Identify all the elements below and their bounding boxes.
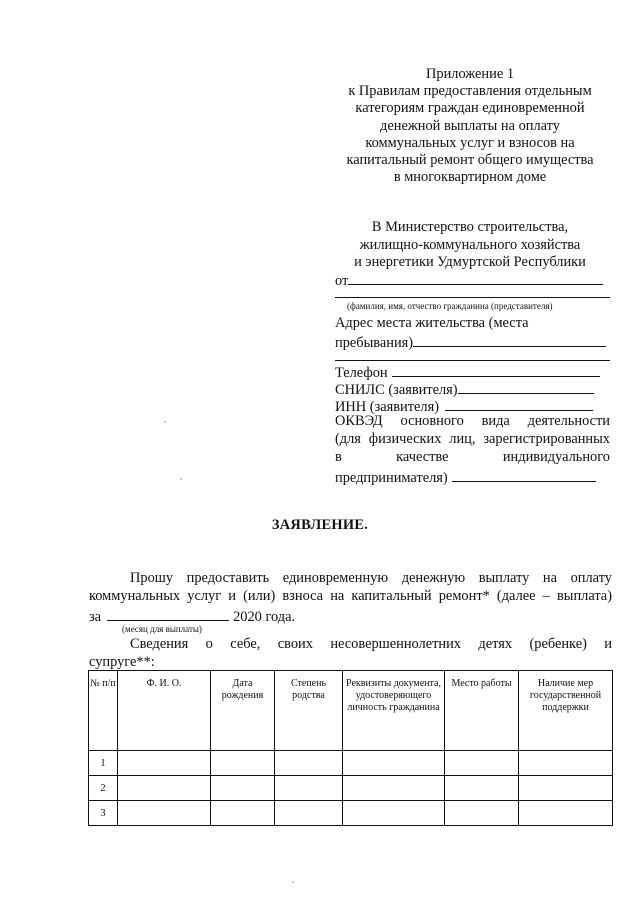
phone-input-line[interactable] — [392, 362, 600, 377]
address-input-line[interactable] — [413, 332, 606, 347]
header-workplace: Место работы — [445, 671, 519, 751]
period-suffix: 2020 года. — [233, 609, 296, 625]
appendix-line: категориям граждан единовременной — [355, 100, 585, 117]
okved-line-2: (для физических лиц, зарегистрированных — [335, 431, 610, 447]
period-input-line[interactable] — [107, 606, 229, 621]
scan-speck — [164, 421, 166, 423]
table-cell[interactable] — [519, 776, 613, 801]
appendix-line: капитальный ремонт общего имущества — [346, 152, 594, 169]
table-cell[interactable] — [343, 801, 445, 826]
table-row — [89, 801, 613, 826]
appendix-line: к Правилам предоставления отдельным — [348, 83, 592, 100]
info-line-2: супруге**: — [89, 654, 155, 670]
table-row — [89, 751, 613, 776]
from-input-line[interactable] — [348, 270, 603, 285]
table-cell[interactable] — [275, 801, 343, 826]
family-info-table — [88, 670, 613, 826]
appendix-title: Приложение 1 — [425, 66, 515, 82]
appendix-line: денежной выплаты на оплату — [380, 117, 560, 134]
okved-line-1: ОКВЭД основного вида деятельности — [335, 413, 610, 429]
okved-input-line[interactable] — [452, 467, 596, 482]
table-cell[interactable] — [118, 801, 211, 826]
addressee-ministry — [330, 219, 610, 272]
snils-label: СНИЛС (заявителя) — [335, 382, 458, 398]
header-id-document: Реквизиты документа, удостоверяющего личность гражданина — [343, 671, 445, 751]
from-label: от — [335, 273, 349, 289]
table-cell[interactable] — [445, 801, 519, 826]
address-label: Адрес места жительства (места — [335, 315, 529, 331]
request-line-2: коммунальных услуг и (или) взноса на капитальный ремонт* (далее – выплата) — [89, 588, 612, 604]
period-caption: (месяц для выплаты) — [122, 624, 202, 634]
table-cell[interactable] — [211, 751, 275, 776]
name-caption: (фамилия, имя, отчество гражданина (представителя) — [347, 301, 553, 311]
from-row — [335, 270, 603, 290]
appendix-line: коммунальных услуг и взносов на — [365, 134, 575, 151]
info-line-1: Сведения о себе, своих несовершеннолетних детях (ребенке) и — [130, 636, 612, 652]
table-header-row — [89, 671, 613, 751]
inn-input-line[interactable] — [445, 396, 593, 411]
table-cell[interactable] — [519, 801, 613, 826]
header-birth-date: Дата рождения — [211, 671, 275, 751]
row-number: 1 — [89, 751, 118, 776]
table-cell[interactable] — [118, 776, 211, 801]
name-line[interactable] — [335, 297, 610, 298]
table-cell[interactable] — [211, 801, 275, 826]
okved-last-label: предпринимателя) — [335, 470, 448, 486]
table-cell[interactable] — [343, 776, 445, 801]
period-prefix: за — [89, 609, 102, 625]
table-cell[interactable] — [343, 751, 445, 776]
scan-speck — [292, 881, 294, 883]
header-relationship: Степень родства — [275, 671, 343, 751]
table-cell[interactable] — [118, 751, 211, 776]
table-cell[interactable] — [275, 751, 343, 776]
phone-label: Телефон — [335, 365, 388, 381]
request-line-1: Прошу предоставить единовременную денежную выплату на оплату — [130, 570, 612, 586]
row-number: 3 — [89, 801, 118, 826]
table-row — [89, 776, 613, 801]
header-number: № п/п — [89, 671, 118, 751]
table-cell[interactable] — [519, 751, 613, 776]
table-cell[interactable] — [211, 776, 275, 801]
appendix-header — [334, 66, 606, 186]
ministry-line: и энергетики Удмуртской Республики — [354, 254, 586, 270]
inn-label: ИНН (заявителя) — [335, 399, 440, 415]
ministry-line: В Министерство строительства, — [371, 219, 569, 235]
address-extra-line[interactable] — [335, 360, 610, 361]
okved-row — [335, 467, 596, 487]
address-label-2: пребывания) — [335, 335, 414, 351]
okved-line-3: в качестве индивидуального — [335, 449, 610, 465]
table-cell[interactable] — [445, 751, 519, 776]
scan-speck — [180, 478, 182, 480]
row-number: 2 — [89, 776, 118, 801]
snils-input-line[interactable] — [458, 379, 594, 394]
table-cell[interactable] — [445, 776, 519, 801]
header-full-name: Ф. И. О. — [118, 671, 211, 751]
document-title: ЗАЯВЛЕНИЕ. — [271, 517, 369, 533]
table-cell[interactable] — [275, 776, 343, 801]
appendix-line: в многоквартирном доме — [393, 169, 547, 186]
address-row — [335, 332, 606, 352]
header-state-support: Наличие мер государственной поддержки — [519, 671, 613, 751]
ministry-line: жилищно-коммунального хозяйства — [359, 236, 581, 253]
